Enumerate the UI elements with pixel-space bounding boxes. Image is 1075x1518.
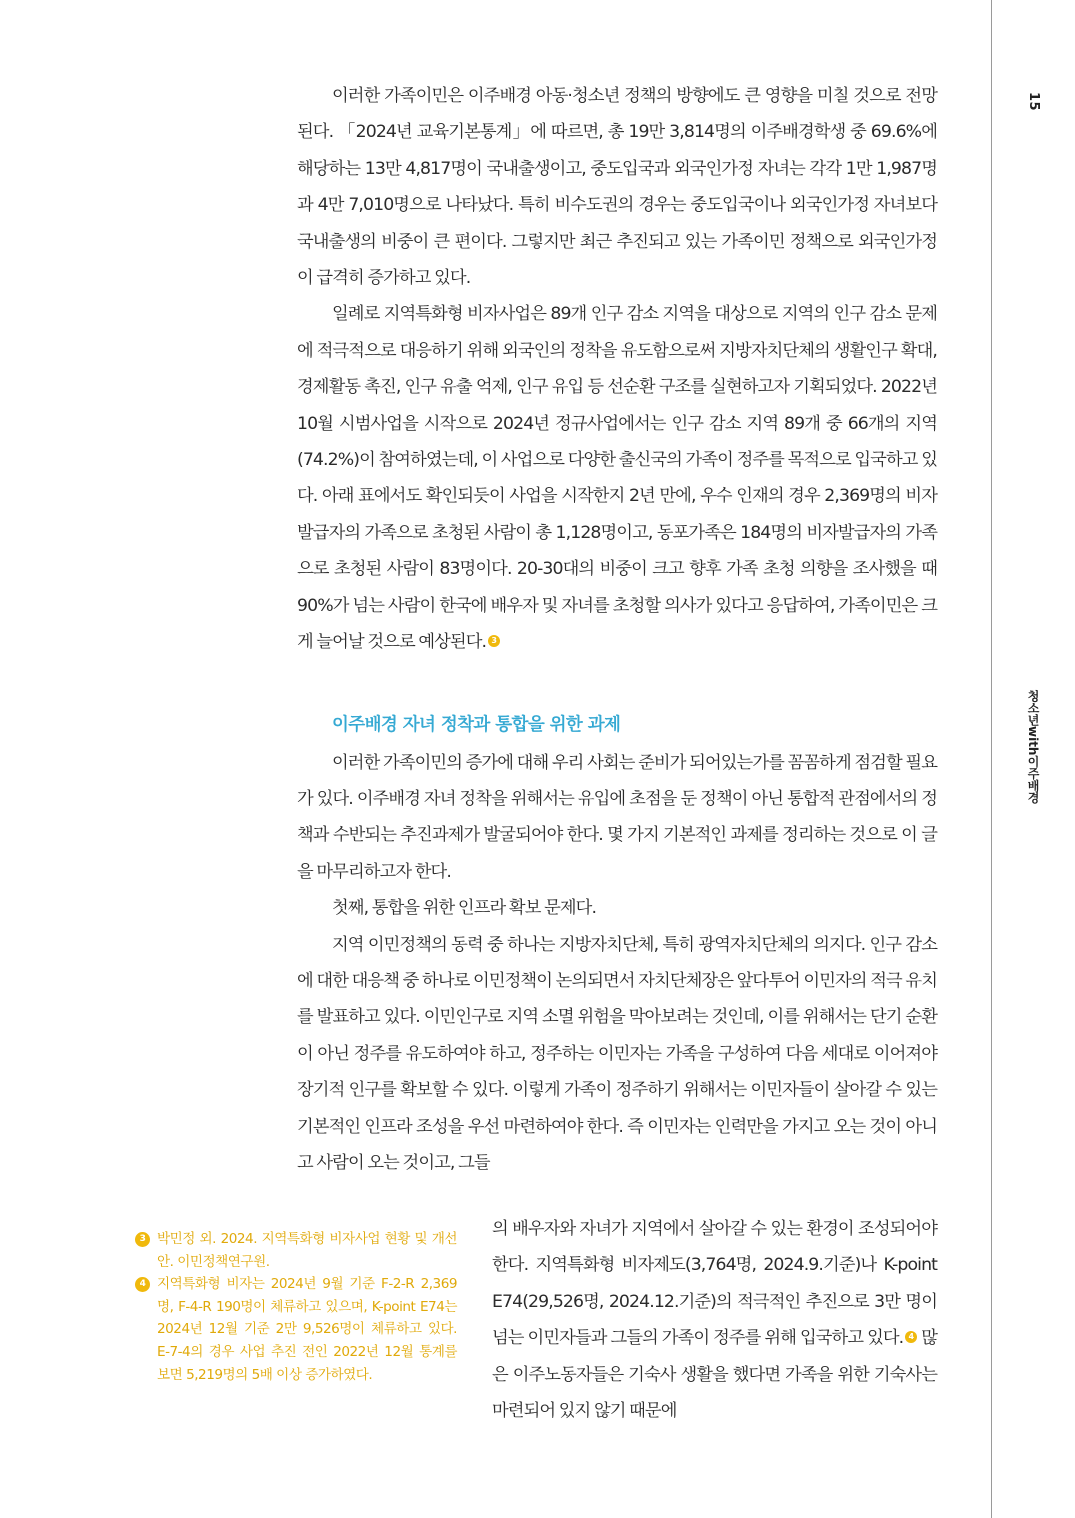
running-head: 청소년with이주배경 [1026,690,1040,804]
main-body [297,78,937,1181]
body-paragraph [297,296,937,660]
footnote-ref-marker[interactable]: 3 [488,635,500,647]
footnote-number-badge: 4 [135,1277,150,1292]
footnote-item [135,1273,457,1386]
page-number: 15 [1026,92,1041,112]
body-paragraph: 이러한 가족이민은 이주배경 아동·청소년 정책의 방향에도 큰 영향을 미칠 것으로 전망된다. 「2024년 교육기본통계」에 따르면, 총 19만 3,814명의 이주배경학생 중 69.6%에 해당하는 13만 4,817명이 국내출생이고, 중도입국과 외국인가정 자녀는 각각 1만 1,987명과 4만 7,010명으로 나타났다. 특히 비수도권의 경우는 중도입국이나 외국인가정 자녀보다 국내출생의 비중이 큰 편이다. 그렇지만 최근 추진되고 있는 가족이민 정책으로 외국인가정이 급격히 증가하고 있다. [297,86,937,289]
footnote-item [135,1228,457,1273]
sidebar-divider [991,0,992,1518]
paragraph-text: 많은 이주노동자들은 기숙사 생활을 했다면 가족을 위한 기숙사는 마련되어 있지 않기 때문에 [492,1328,938,1422]
body-paragraph [492,1211,937,1429]
paragraph-text: 일례로 지역특화형 비자사업은 89개 인구 감소 지역을 대상으로 지역의 인구 감소 문제에 적극적으로 대응하기 위해 외국인의 정착을 유도함으로써 지방자치단체의 생활인구 확대, 경제활동 촉진, 인구 유출 억제, 인구 유입 등 선순환 구조를 실현하고자 기획되었다. 2022년 10월 시범사업을 시작으로 2024년 정규사업에서는 인구 감소 지역 89개 중 66개의 지역(74.2%)이 참여하였는데, 이 사업으로 다양한 출신국의 가족이 정주를 목적으로 입국하고 있다. 아래 표에서도 확인되듯이 사업을 시작한지 2년 만에, 우수 인재의 경우 2,369명의 비자발급자의 가족으로 초청된 사람이 총 1,128명이고, 동포가족은 184명의 비자발급자의 가족으로 초청된 사람이 83명이다. 20-30대의 비중이 크고 향후 가족 초청 의향을 조사했을 때 90%가 넘는 사람이 한국에 배우자 및 자녀를 초청할 의사가 있다고 응답하여, 가족이민은 크게 늘어날 것으로 예상된다. [297,304,937,653]
body-paragraph: 지역 이민정책의 동력 중 하나는 지방자치단체, 특히 광역자치단체의 의지다. 인구 감소에 대한 대응책 중 하나로 이민정책이 논의되면서 자치단체장은 앞다투어 이민자의 적극 유치를 발표하고 있다. 이민인구로 지역 소멸 위험을 막아보려는 것인데, 이를 위해서는 단기 순환이 아닌 정주를 유도하여야 하고, 정주하는 이민자는 가족을 구성하여 다음 세대로 이어져야 장기적 인구를 확보할 수 있다. 이렇게 가족이 정주하기 위해서는 이민자들이 살아갈 수 있는 기본적인 인프라 조성을 우선 마련하여야 한다. 즉 이민자는 인력만을 가지고 오는 것이 아니고 사람이 오는 것이고, 그들 [297,934,937,1173]
footnote-text: 박민정 외. 2024. 지역특화형 비자사업 현황 및 개선안. 이민정책연구원. [157,1231,457,1270]
footnotes [135,1228,457,1386]
body-paragraph: 첫째, 통합을 위한 인프라 확보 문제다. [332,898,597,919]
body-paragraph: 이러한 가족이민의 증가에 대해 우리 사회는 준비가 되어있는가를 꼼꼼하게 점검할 필요가 있다. 이주배경 자녀 정착을 위해서는 유입에 초점을 둔 정책이 아닌 통합적 관점에서의 정책과 수반되는 추진과제가 발굴되어야 한다. 몇 가지 기본적인 과제를 정리하는 것으로 이 글을 마무리하고자 한다. [297,752,937,882]
narrow-body-column [492,1211,937,1429]
section-heading: 이주배경 자녀 정착과 통합을 위한 과제 [332,714,621,735]
footnote-number-badge: 3 [135,1232,150,1247]
footnote-ref-marker[interactable]: 4 [905,1331,917,1343]
footnote-text: 지역특화형 비자는 2024년 9월 기준 F-2-R 2,369명, F-4-R 190명이 체류하고 있으며, K-point E74는 2024년 12월 기준 2만 9,526명이 체류하고 있다. E-7-4의 경우 사업 추진 전인 2022년 12월 통계를 보면 5,219명의 5배 이상 증가하였다. [157,1276,457,1383]
paragraph-text: 의 배우자와 자녀가 지역에서 살아갈 수 있는 환경이 조성되어야 한다. 지역특화형 비자제도(3,764명, 2024.9.기준)나 K-point E74(29,526명, 2024.12.기준)의 적극적인 추진으로 3만 명이 넘는 이민자들과 그들의 가족이 정주를 위해 입국하고 있다. [492,1219,937,1349]
